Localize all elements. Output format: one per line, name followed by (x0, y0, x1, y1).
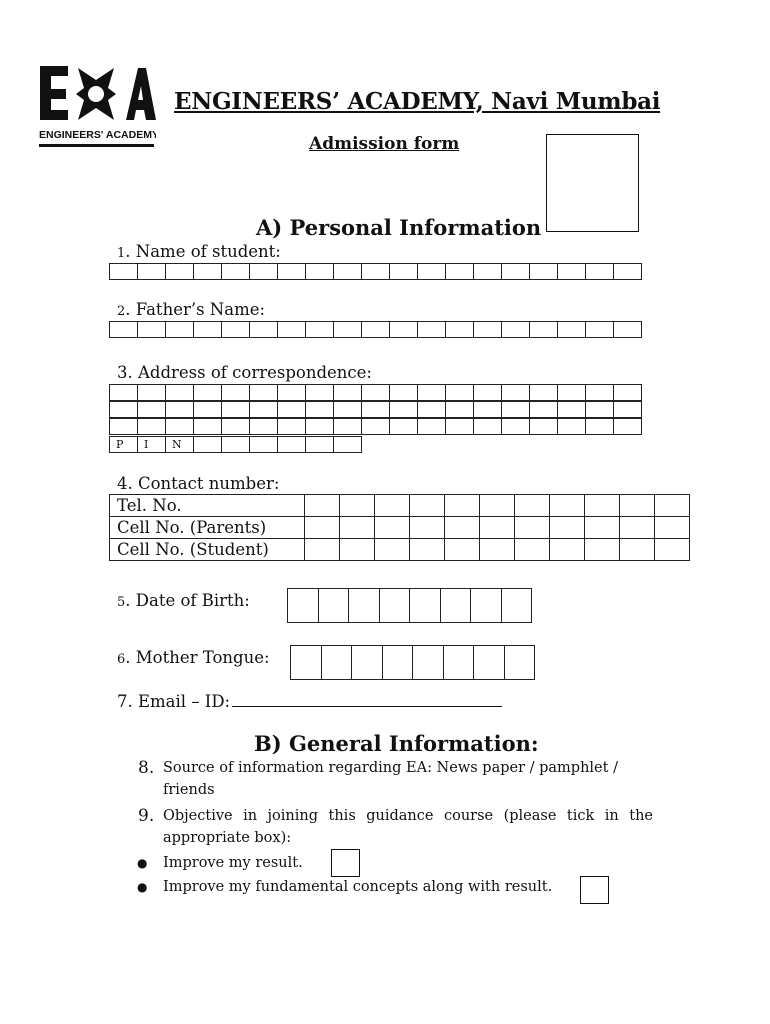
entry-box[interactable] (333, 321, 362, 338)
entry-box[interactable] (389, 401, 418, 418)
entry-box[interactable] (321, 645, 353, 680)
entry-box[interactable] (249, 263, 278, 280)
entry-box[interactable] (585, 321, 614, 338)
entry-box[interactable] (529, 384, 558, 401)
objective-2-checkbox[interactable] (580, 876, 609, 904)
entry-box[interactable] (613, 321, 642, 338)
address-boxes-line2[interactable] (109, 401, 642, 418)
q9-number: 9. (138, 806, 155, 826)
entry-box[interactable] (165, 321, 194, 338)
entry-box[interactable] (417, 401, 446, 418)
entry-box[interactable] (137, 263, 166, 280)
entry-box[interactable] (412, 645, 444, 680)
entry-box[interactable] (445, 321, 474, 338)
entry-box[interactable] (221, 263, 250, 280)
entry-box[interactable] (351, 645, 383, 680)
entry-box[interactable] (193, 321, 222, 338)
entry-box[interactable] (165, 418, 194, 435)
section-a-heading: A) Personal Information (256, 215, 542, 240)
entry-box[interactable] (305, 384, 334, 401)
entry-box[interactable] (361, 418, 390, 435)
entry-box[interactable] (249, 384, 278, 401)
entry-box[interactable] (585, 263, 614, 280)
entry-box[interactable] (557, 263, 586, 280)
dob-boxes[interactable] (287, 588, 532, 623)
entry-box[interactable] (389, 321, 418, 338)
entry-box[interactable] (193, 418, 222, 435)
entry-box[interactable] (249, 401, 278, 418)
entry-box[interactable] (290, 645, 322, 680)
email-label: 7. Email – ID: (117, 692, 502, 711)
entry-box[interactable] (389, 384, 418, 401)
bullet-item (137, 876, 147, 898)
entry-box[interactable] (249, 436, 278, 453)
entry-box[interactable] (529, 418, 558, 435)
address-boxes-line3[interactable] (109, 418, 642, 435)
entry-box[interactable] (445, 401, 474, 418)
entry-box[interactable] (305, 418, 334, 435)
entry-box[interactable] (221, 436, 250, 453)
section-b-heading: B) General Information: (254, 731, 539, 756)
entry-box[interactable] (585, 384, 614, 401)
entry-box[interactable] (382, 645, 414, 680)
pin-code-boxes[interactable] (109, 436, 362, 453)
entry-box[interactable] (165, 401, 194, 418)
entry-box[interactable] (277, 436, 306, 453)
entry-box[interactable] (333, 384, 362, 401)
entry-box[interactable] (221, 418, 250, 435)
email-field[interactable] (232, 706, 502, 707)
dob-label: 5. Date of Birth: (117, 591, 250, 610)
entry-box[interactable] (473, 263, 502, 280)
address-boxes-line1[interactable] (109, 384, 642, 401)
entry-box[interactable] (249, 321, 278, 338)
entry-box[interactable] (137, 384, 166, 401)
entry-box[interactable] (165, 263, 194, 280)
entry-box[interactable] (109, 384, 138, 401)
entry-box[interactable] (333, 436, 362, 453)
pin-letter: N (165, 436, 194, 453)
pin-letter: P (109, 436, 138, 453)
table-row (110, 517, 690, 539)
entry-box[interactable] (277, 321, 306, 338)
entry-box[interactable] (361, 384, 390, 401)
entry-box[interactable] (287, 588, 319, 623)
entry-box[interactable] (529, 401, 558, 418)
entry-box[interactable] (305, 321, 334, 338)
entry-box[interactable] (585, 418, 614, 435)
entry-box[interactable] (361, 321, 390, 338)
contact-label: 4. Contact number: (117, 474, 280, 493)
entry-box[interactable] (137, 401, 166, 418)
entry-box[interactable] (613, 401, 642, 418)
entry-box[interactable] (473, 645, 505, 680)
entry-box[interactable] (193, 263, 222, 280)
entry-box[interactable] (193, 436, 222, 453)
entry-box[interactable] (137, 321, 166, 338)
entry-box[interactable] (333, 418, 362, 435)
objective-1-label: Improve my result. (163, 855, 303, 871)
name-label: 1. Name of student: (117, 242, 281, 261)
entry-box[interactable] (585, 401, 614, 418)
q8-item (138, 757, 653, 801)
father-name-boxes[interactable] (109, 321, 642, 338)
entry-box[interactable] (409, 588, 441, 623)
entry-box[interactable] (277, 418, 306, 435)
entry-box[interactable] (501, 418, 530, 435)
objective-1-checkbox[interactable] (331, 849, 360, 877)
entry-box[interactable] (333, 401, 362, 418)
entry-box[interactable] (417, 321, 446, 338)
entry-box[interactable] (501, 588, 533, 623)
bullet-icon: ● (137, 856, 148, 870)
entry-box[interactable] (165, 384, 194, 401)
entry-box[interactable] (501, 401, 530, 418)
q8-number: 8. (138, 758, 155, 778)
entry-box[interactable] (613, 384, 642, 401)
entry-box[interactable] (305, 401, 334, 418)
table-row (110, 495, 690, 517)
entry-box[interactable] (417, 263, 446, 280)
page-title: ENGINEERS’ ACADEMY, Navi Mumbai (174, 88, 661, 115)
entry-box[interactable] (501, 321, 530, 338)
svg-text:ENGINEERS' ACADEMY: ENGINEERS' ACADEMY (39, 129, 156, 141)
student-name-boxes[interactable] (109, 263, 642, 280)
mother-tongue-boxes[interactable] (290, 645, 535, 680)
contact-row-label: Tel. No. (110, 495, 305, 517)
entry-box[interactable] (443, 645, 475, 680)
entry-box[interactable] (557, 384, 586, 401)
entry-box[interactable] (333, 263, 362, 280)
table-row (110, 539, 690, 561)
entry-box[interactable] (277, 263, 306, 280)
pin-letter: I (137, 436, 166, 453)
entry-box[interactable] (501, 384, 530, 401)
academy-logo (38, 64, 156, 150)
entry-box[interactable] (221, 321, 250, 338)
entry-box[interactable] (137, 418, 166, 435)
bullet-item (137, 852, 147, 874)
entry-box[interactable] (193, 401, 222, 418)
q9-item (138, 805, 653, 849)
entry-box[interactable] (557, 418, 586, 435)
entry-box[interactable] (221, 384, 250, 401)
entry-box[interactable] (249, 418, 278, 435)
bullet-icon: ● (137, 880, 148, 894)
entry-box[interactable] (470, 588, 502, 623)
entry-box[interactable] (440, 588, 472, 623)
father-name-label: 2. Father’s Name: (117, 300, 266, 319)
entry-box[interactable] (277, 384, 306, 401)
entry-box[interactable] (445, 418, 474, 435)
q9-text: Objective in joining this guidance course (please tick in the appropriate box): (163, 808, 653, 846)
entry-box[interactable] (379, 588, 411, 623)
q8-text: Source of information regarding EA: News paper / pamphlet / friends (163, 760, 618, 798)
entry-box[interactable] (529, 263, 558, 280)
objective-2-label: Improve my fundamental concepts along with result. (163, 879, 553, 895)
photo-box[interactable] (546, 134, 639, 232)
contact-row-label: Cell No. (Parents) (110, 517, 305, 539)
entry-box[interactable] (109, 401, 138, 418)
entry-box[interactable] (473, 401, 502, 418)
entry-box[interactable] (109, 321, 138, 338)
entry-box[interactable] (109, 418, 138, 435)
entry-box[interactable] (501, 263, 530, 280)
entry-box[interactable] (305, 263, 334, 280)
entry-box[interactable] (417, 418, 446, 435)
entry-box[interactable] (361, 401, 390, 418)
entry-box[interactable] (277, 401, 306, 418)
entry-box[interactable] (473, 418, 502, 435)
entry-box[interactable] (417, 384, 446, 401)
entry-box[interactable] (389, 418, 418, 435)
entry-box[interactable] (348, 588, 380, 623)
entry-box[interactable] (557, 401, 586, 418)
entry-box[interactable] (221, 401, 250, 418)
entry-box[interactable] (445, 384, 474, 401)
entry-box[interactable] (389, 263, 418, 280)
entry-box[interactable] (473, 321, 502, 338)
entry-box[interactable] (504, 645, 536, 680)
entry-box[interactable] (613, 263, 642, 280)
entry-box[interactable] (109, 263, 138, 280)
entry-box[interactable] (445, 263, 474, 280)
entry-box[interactable] (305, 436, 334, 453)
address-label: 3. Address of correspondence: (117, 363, 372, 382)
contact-row-label: Cell No. (Student) (110, 539, 305, 561)
entry-box[interactable] (529, 321, 558, 338)
form-subtitle: Admission form (309, 134, 460, 154)
entry-box[interactable] (193, 384, 222, 401)
contact-table (109, 494, 690, 561)
entry-box[interactable] (361, 263, 390, 280)
entry-box[interactable] (557, 321, 586, 338)
mother-tongue-label: 6. Mother Tongue: (117, 648, 270, 667)
entry-box[interactable] (473, 384, 502, 401)
entry-box[interactable] (318, 588, 350, 623)
entry-box[interactable] (613, 418, 642, 435)
